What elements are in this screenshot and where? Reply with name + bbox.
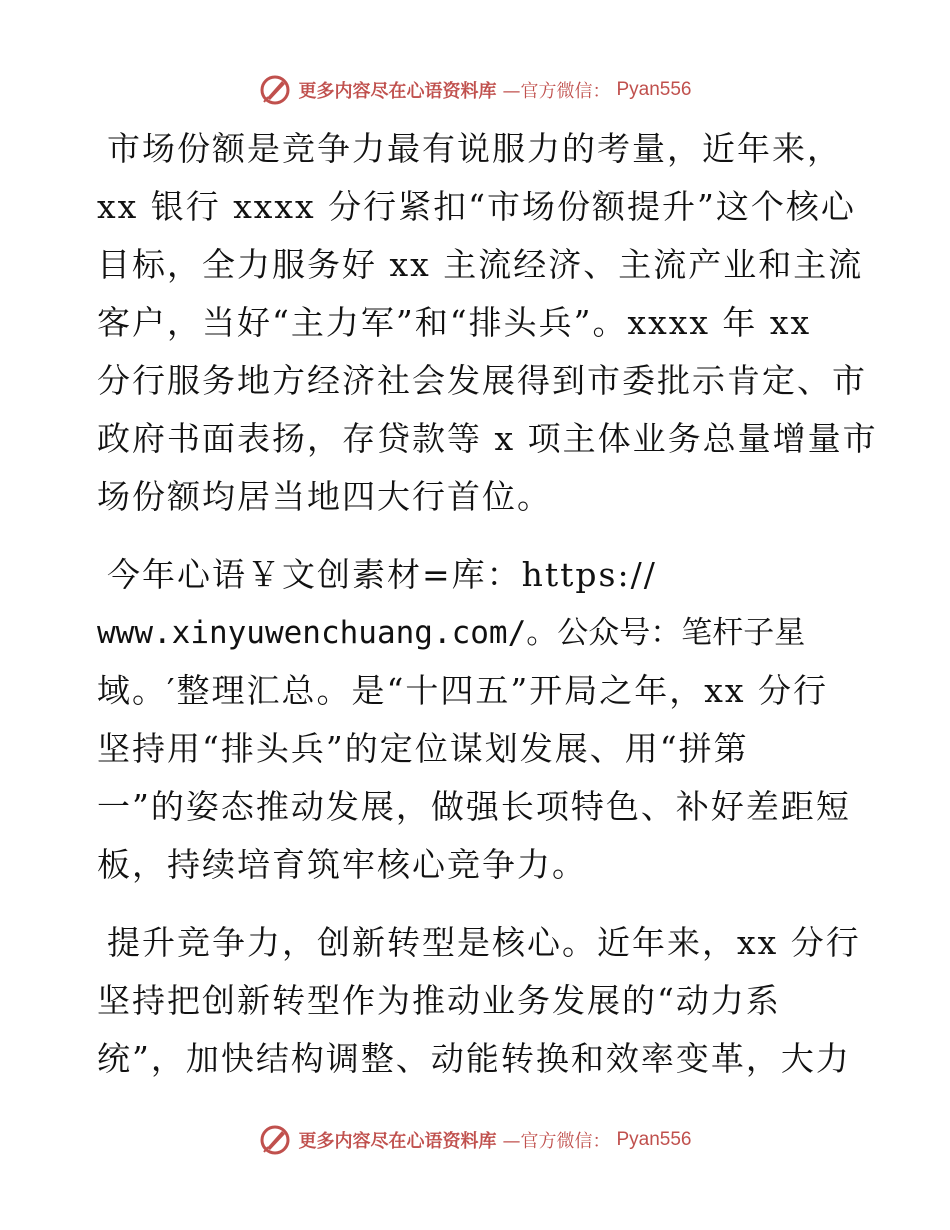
wechat-id: Pyan556 <box>616 1129 692 1150</box>
wechat-id: Pyan556 <box>616 79 692 100</box>
text-line: 客户，当好“主力军”和“排头兵”。xxxx 年 xx <box>97 303 812 342</box>
text-line: 今年心语￥文创素材=库：https:// <box>107 555 657 594</box>
text-line: 目标，全力服务好 xx 主流经济、主流产业和主流 <box>97 245 864 284</box>
wechat-label: —官方微信： <box>502 1131 611 1152</box>
paragraph-1 <box>97 120 878 526</box>
header-watermark-banner <box>0 70 950 110</box>
text-line: 场份额均居当地四大行首位。 <box>97 477 552 516</box>
text-line: xx 银行 xxxx 分行紧扣“市场份额提升”这个核心 <box>97 187 856 226</box>
promo-text: 更多内容尽在心语资料库 <box>298 1131 497 1152</box>
text-line: 一”的姿态推动发展，做强长项特色、补好差距短 <box>97 787 851 826</box>
text-line: 市场份额是竞争力最有说服力的考量，近年来， <box>107 129 842 168</box>
quill-logo-icon <box>258 1123 292 1157</box>
text-line: 分行服务地方经济社会发展得到市委批示肯定、市 <box>97 361 867 400</box>
text-line: 政府书面表扬，存贷款等 x 项主体业务总量增量市 <box>97 419 878 458</box>
quill-logo-icon <box>258 73 292 107</box>
paragraph-2 <box>97 546 857 894</box>
wechat-label: —官方微信： <box>502 81 611 102</box>
text-line: 提升竞争力，创新转型是核心。近年来，xx 分行 <box>107 923 861 962</box>
text-line: www.xinyuwenchuang.com/。公众号：笔杆子星 <box>97 615 806 651</box>
text-line: 坚持把创新转型作为推动业务发展的“动力系 <box>97 981 781 1020</box>
paragraph-3 <box>97 914 861 1088</box>
text-line: 坚持用“排头兵”的定位谋划发展、用“拼第 <box>97 729 749 768</box>
text-line: 统”，加快结构调整、动能转换和效率变革，大力 <box>97 1039 851 1078</box>
footer-watermark-banner <box>0 1120 950 1160</box>
promo-text: 更多内容尽在心语资料库 <box>298 81 497 102</box>
text-line: 域。′整理汇总。是“十四五”开局之年，xx 分行 <box>97 671 828 710</box>
document-body <box>97 120 878 1108</box>
text-line: 板，持续培育筑牢核心竞争力。 <box>97 845 587 884</box>
